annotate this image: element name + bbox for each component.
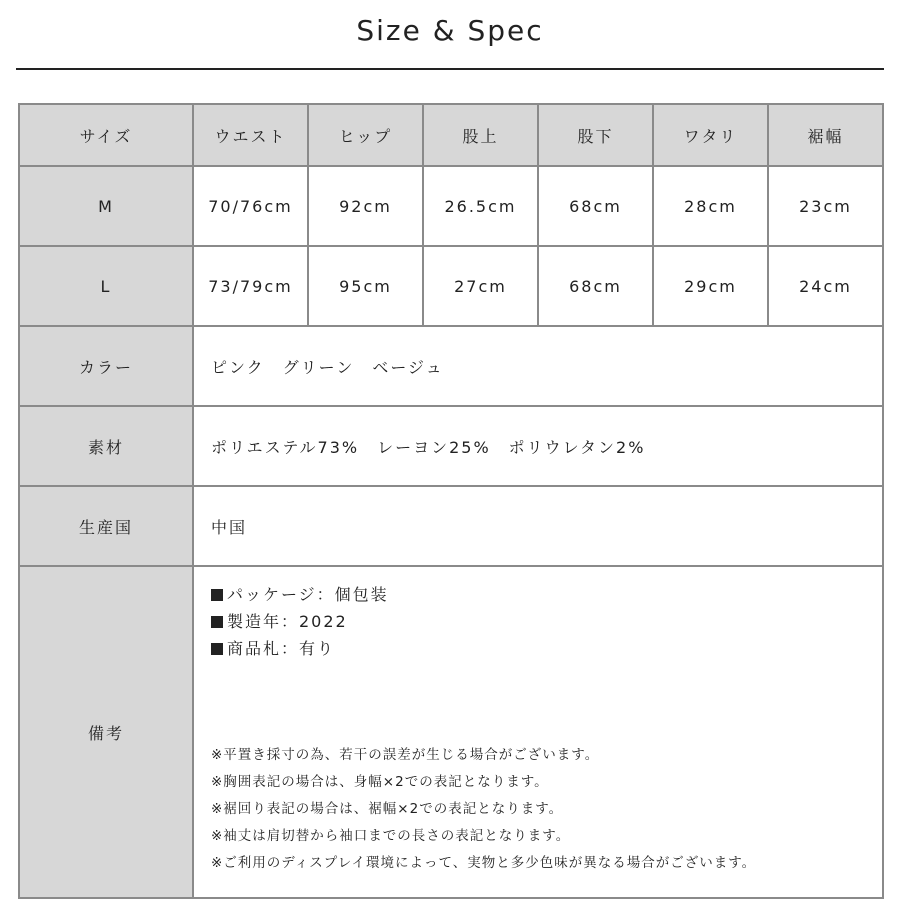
remark-line: ※裾回り表記の場合は、裾幅×2での表記となります。 bbox=[211, 801, 564, 817]
info-row-notes bbox=[19, 566, 883, 898]
size-value-cell: 28cm bbox=[653, 166, 768, 246]
square-bullet-icon bbox=[211, 616, 223, 628]
square-bullet-icon bbox=[211, 589, 223, 601]
info-row-color bbox=[19, 326, 883, 406]
size-value-cell: 68cm bbox=[538, 166, 653, 246]
material-value: ポリエステル73% レーヨン25% ポリウレタン2% bbox=[193, 406, 883, 486]
notes-label: 備考 bbox=[19, 566, 193, 898]
size-value-cell: 73/79cm bbox=[193, 246, 308, 326]
color-label: カラー bbox=[19, 326, 193, 406]
page-title: Size & Spec bbox=[356, 14, 544, 47]
header-cell-hip: ヒップ bbox=[308, 104, 423, 166]
notes-remarks bbox=[211, 742, 882, 877]
list-item: 製造年：2022 bbox=[211, 608, 882, 635]
spec-table bbox=[18, 103, 884, 899]
info-row-origin bbox=[19, 486, 883, 566]
size-value-cell: 24cm bbox=[768, 246, 883, 326]
header-cell-thigh: ワタリ bbox=[653, 104, 768, 166]
size-value-cell: 23cm bbox=[768, 166, 883, 246]
size-table-header-row bbox=[19, 104, 883, 166]
list-item: パッケージ：個包装 bbox=[211, 581, 882, 608]
info-row-material bbox=[19, 406, 883, 486]
size-value-cell: 95cm bbox=[308, 246, 423, 326]
notes-content bbox=[193, 566, 883, 898]
size-row-m bbox=[19, 166, 883, 246]
color-value: ピンク グリーン ベージュ bbox=[193, 326, 883, 406]
remark-line: ※袖丈は肩切替から袖口までの長さの表記となります。 bbox=[211, 828, 571, 844]
size-value-cell: 27cm bbox=[423, 246, 538, 326]
header-cell-waist: ウエスト bbox=[193, 104, 308, 166]
origin-label: 生産国 bbox=[19, 486, 193, 566]
list-item: 商品札：有り bbox=[211, 635, 882, 662]
header-cell-hem: 裾幅 bbox=[768, 104, 883, 166]
origin-value: 中国 bbox=[193, 486, 883, 566]
size-value-cell: 29cm bbox=[653, 246, 768, 326]
size-label: L bbox=[19, 246, 193, 326]
size-value-cell: 26.5cm bbox=[423, 166, 538, 246]
size-value-cell: 92cm bbox=[308, 166, 423, 246]
remark-line: ※胸囲表記の場合は、身幅×2での表記となります。 bbox=[211, 774, 549, 790]
header-cell-rise: 股上 bbox=[423, 104, 538, 166]
header-cell-size: サイズ bbox=[19, 104, 193, 166]
square-bullet-icon bbox=[211, 643, 223, 655]
size-value-cell: 70/76cm bbox=[193, 166, 308, 246]
header-cell-inseam: 股下 bbox=[538, 104, 653, 166]
size-label: M bbox=[19, 166, 193, 246]
size-row-l bbox=[19, 246, 883, 326]
remark-line: ※ご利用のディスプレイ環境によって、実物と多少色味が異なる場合がございます。 bbox=[211, 855, 757, 871]
material-label: 素材 bbox=[19, 406, 193, 486]
notes-bullets bbox=[211, 581, 882, 662]
title-divider bbox=[16, 68, 884, 70]
size-value-cell: 68cm bbox=[538, 246, 653, 326]
remark-line: ※平置き採寸の為、若干の誤差が生じる場合がございます。 bbox=[211, 747, 600, 763]
